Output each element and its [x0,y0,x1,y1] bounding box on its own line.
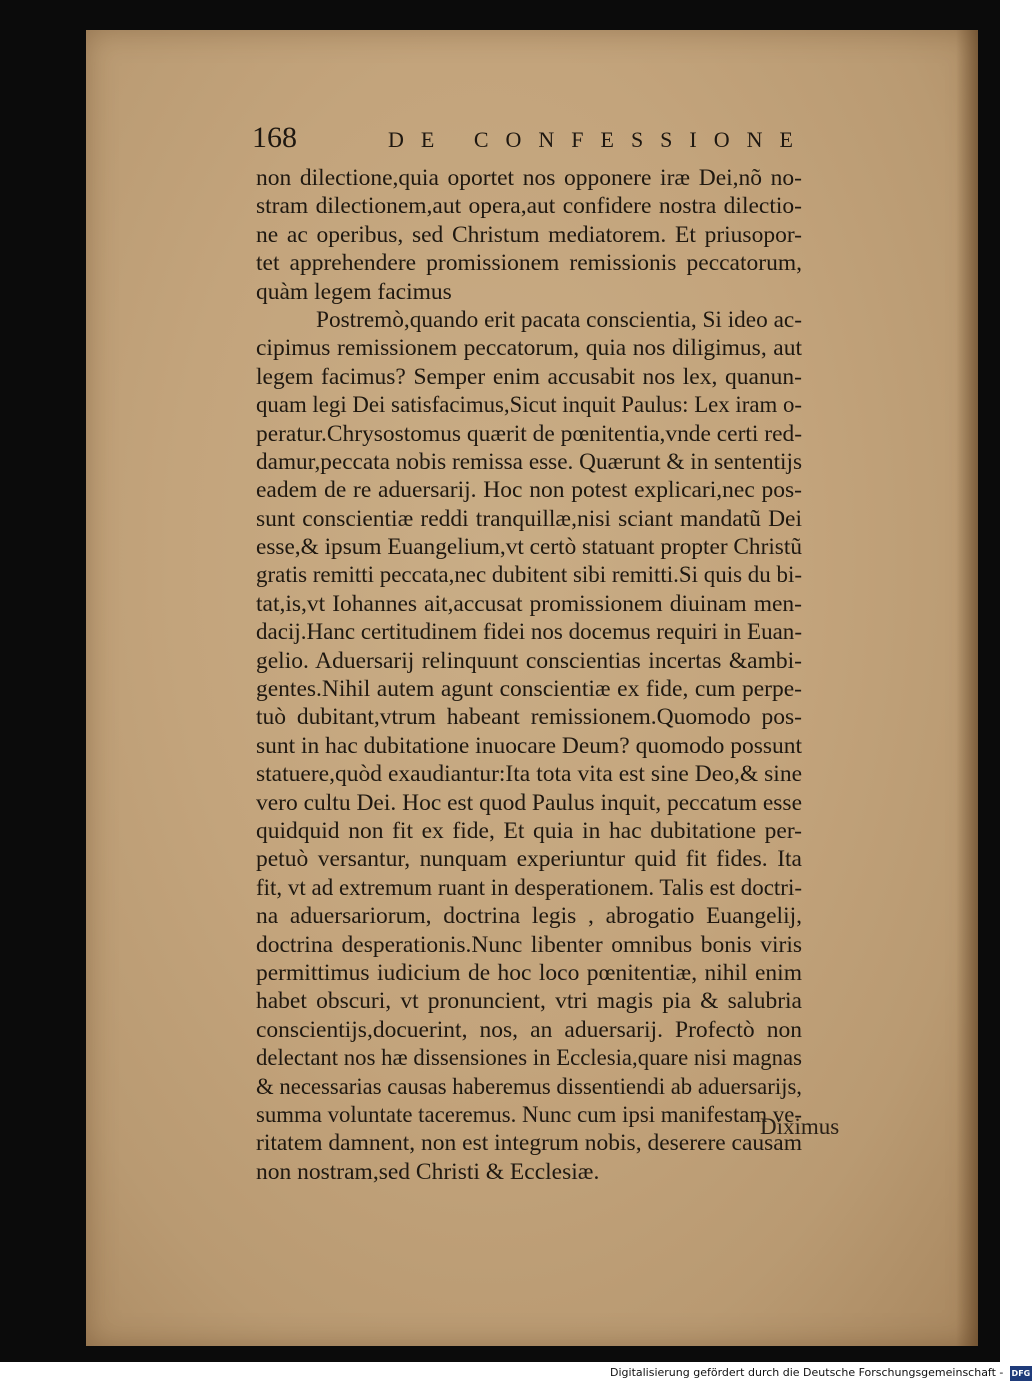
text-line: quàm legem facimus [256,278,452,305]
body-text [256,164,802,1186]
text-line: esse,& ipsum Euangelium,vt certò statuant propter Christũ [256,534,802,561]
text-line: conscientijs,docuerint, nos, an aduersarij. Profectò non [256,1016,802,1043]
text-line: gelio. Aduersarij relinquunt conscientias incertas &ambi- [256,647,802,674]
text-line: na aduersariorum, doctrina legis , abrogatio Euangelij, [256,903,802,930]
text-line: tuò dubitant,vtrum habeant remissionem.Quomodo pos- [256,704,802,731]
text-line: non dilectione,quia oportet nos opponere iræ Dei,nõ no- [256,165,802,191]
text-line: vero cultu Dei. Hoc est quod Paulus inquit, peccatum esse [256,789,802,816]
text-line: gratis remitti peccata,nec dubitent sibi remitti.Si quis du bi- [256,562,802,589]
text-line: legem facimus? Semper enim accusabit nos lex, quanun- [256,363,802,390]
page-header [252,118,812,158]
text-line: stram dilectionem,aut opera,aut confidere nostra dilectio- [256,193,802,220]
text-line: ritatem damnent, non est integrum nobis, deserere causam [256,1130,802,1157]
page-edge-shadow [956,30,978,1346]
text-line: damur,peccata nobis remissa esse. Quærunt & in sententijs [256,448,802,475]
text-line: peratur.Chrysostomus quærit de pœnitentia,vnde certi red- [256,420,802,447]
text-line: quidquid non fit ex fide, Et quia in hac dubitatione per- [256,817,802,844]
text-line: gentes.Nihil autem agunt conscientiæ ex fide, cum perpe- [256,676,802,703]
text-line: fit, vt ad extremum ruant in desperationem. Talis est doctri- [256,874,802,901]
text-line: statuere,quòd exaudiantur:Ita tota vita est sine Deo,& sine [256,761,802,788]
text-line: summa voluntate taceremus. Nunc cum ipsi manifestam ve- [256,1101,802,1128]
page-number: 168 [252,121,297,154]
running-head: DE CONFESSIONE [388,127,810,152]
text-line: sunt conscientiæ reddi tranquillæ,nisi sciant mandatũ Dei [256,505,802,532]
text-line: doctrina desperationis.Nunc libenter omnibus bonis viris [256,931,802,958]
text-line: Postremò,quando erit pacata conscientia, Si ideo ac- [316,306,802,333]
text-line: delectant nos hæ dissensiones in Ecclesia,quare nisi magnas [256,1045,802,1072]
text-line: petuò versantur, nunquam experiuntur quid fit fides. Ita [256,846,802,873]
text-line: eadem de re aduersarij. Hoc non potest explicari,nec pos- [256,477,802,504]
text-line: permittimus iudicium de hoc loco pœnitentiæ, nihil enim [256,959,802,986]
credit-text: Digitalisierung gefördert durch die Deutsche Forschungsgemeinschaft - [610,1366,1004,1379]
digitization-credit [610,1364,1031,1382]
dfg-logo-icon: DFG [1010,1366,1032,1381]
catchword: Diximus [760,1114,840,1139]
text-line: tat,is,vt Iohannes ait,accusat promissionem diuinam men- [256,590,802,617]
text-line: quam legi Dei satisfacimus,Sicut inquit Paulus: Lex iram o- [256,392,802,419]
text-line: cipimus remissionem peccatorum, quia nos diligimus, aut [256,335,802,362]
text-line: sunt in hac dubitatione inuocare Deum? quomodo possunt [256,732,802,759]
text-line: tet apprehendere promissionem remissionis peccatorum, [256,250,802,277]
text-line: ne ac operibus, sed Christum mediatorem. Et priusopor- [256,221,802,248]
text-line: habet obscuri, vt pronuncient, vtri magis pia & salubria [256,988,802,1015]
text-line: dacij.Hanc certitudinem fidei nos docemus requiri in Euan- [256,619,802,646]
text-line: non nostram,sed Christi & Ecclesiæ. [256,1158,600,1185]
text-line: & necessarias causas haberemus dissentiendi ab aduersarijs, [256,1073,802,1100]
